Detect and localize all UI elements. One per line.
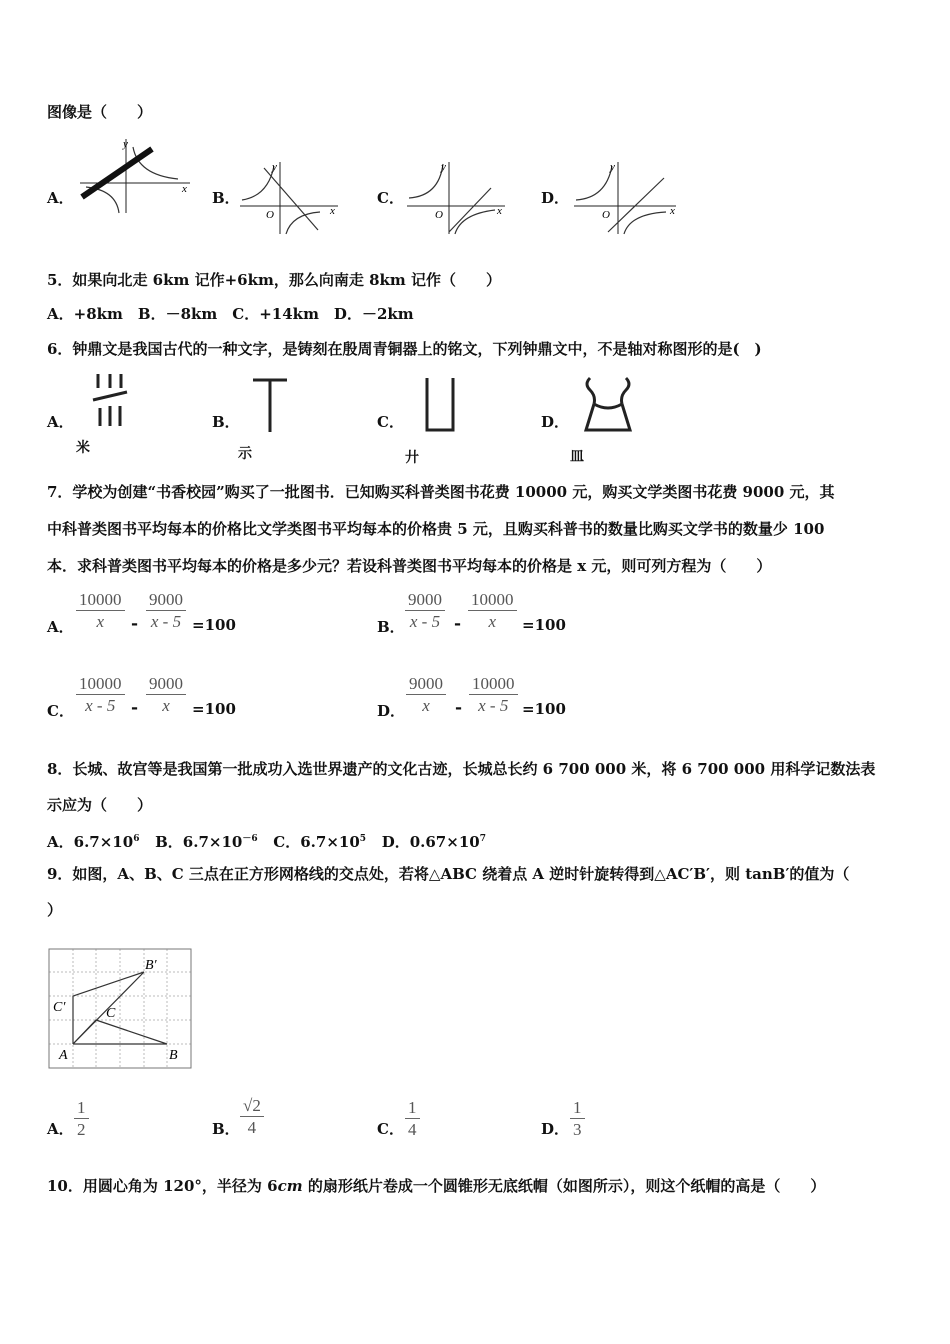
q9-option-d-label[interactable]: D． <box>541 1120 570 1138</box>
q7-option-a-label[interactable]: A． <box>47 618 74 636</box>
q9-grid-figure <box>47 947 193 1071</box>
q7-c-fraction-1: $\frac{10000}{x - 5}$ <box>76 674 125 717</box>
q4-b-axis-x: x <box>330 205 335 217</box>
q7-option-c-label[interactable]: C． <box>47 702 74 720</box>
q7-line-1: 7．学校为创建“书香校园”购买了一批图书．已知购买科普类图书花费 10000 元，购买文学类图书花费 9000 元，其 <box>47 483 835 501</box>
q4-b-origin: O <box>266 209 274 221</box>
q4-graph-b <box>238 158 342 236</box>
q7-a-fraction-1: $\frac{10000}{x}$ <box>76 590 125 633</box>
q8-option-b[interactable]: B．6.7×10 <box>155 833 243 851</box>
q7-a-fraction-2: $\frac{9000}{x - 5}$ <box>146 590 186 633</box>
q9-label-c: C <box>106 1006 116 1021</box>
q8-option-a[interactable]: A．6.7×10 <box>47 833 134 851</box>
q6-caption-a: 米 <box>76 440 90 456</box>
q9-label-b-prime: B′ <box>145 958 157 973</box>
q7-d-fraction-1: $\frac{9000}{x}$ <box>406 674 446 717</box>
q9-option-c-label[interactable]: C． <box>377 1120 404 1138</box>
q9-option-a-label[interactable]: A． <box>47 1120 74 1138</box>
q7-a-minus: - <box>131 614 139 634</box>
q7-c-minus: - <box>131 698 139 718</box>
q4-graph-a <box>78 135 194 215</box>
q5-stem: 5．如果向北走 6km 记作+6km，那么向南走 8km 记作（ ） <box>47 271 502 289</box>
q9-label-c-prime: C′ <box>53 1000 66 1015</box>
q8-line-1: 8．长城、故宫等是我国第一批成功入选世界遗产的文化古迹，长城总长约 6 700 000 米，将 6 700 000 用科学记数法表 <box>47 760 876 778</box>
q9-option-b-label[interactable]: B． <box>212 1120 240 1138</box>
q8-exp-c: 5 <box>359 834 367 844</box>
q7-d-minus: - <box>455 698 463 718</box>
q10-stem: 10．用圆心角为 120°，半径为 6cm 的扇形纸片卷成一个圆锥形无底纸帽（如图所示），则这个纸帽的高是（ ） <box>47 1177 826 1195</box>
q4-b-axis-y: y <box>272 161 277 173</box>
q9-line-1: 9．如图，A、B、C 三点在正方形网格线的交点处，若将△ABC 绕着点 A 逆时针旋转得到△AC′B′，则 tanB′的值为（ <box>47 865 850 883</box>
q7-line-3: 本．求科普类图书平均每本的价格是多少元？若设科普类图书平均每本的价格是 x 元，则可列方程为（ ） <box>47 557 772 575</box>
q4-option-b-label[interactable]: B． <box>212 189 240 207</box>
q6-stem: 6．钟鼎文是我国古代的一种文字，是铸刻在殷周青铜器上的铭文，下列钟鼎文中，不是轴对称图形的是( ) <box>47 340 762 358</box>
q7-b-rhs: =100 <box>522 616 566 634</box>
q8-line-2: 示应为（ ） <box>47 796 153 814</box>
q7-b-fraction-1: $\frac{9000}{x - 5}$ <box>405 590 445 633</box>
q9-b-fraction: $\frac{√2}{4}$ <box>240 1096 264 1139</box>
q8-exp-b: －6 <box>242 834 258 844</box>
q6-glyph-d <box>580 374 636 434</box>
q4-a-axis-y: y <box>123 138 128 150</box>
q6-glyph-a <box>90 372 130 434</box>
q6-option-a-label[interactable]: A． <box>47 413 74 431</box>
q7-b-minus: - <box>454 614 462 634</box>
q7-c-fraction-2: $\frac{9000}{x}$ <box>146 674 186 717</box>
q7-a-rhs: =100 <box>192 616 236 634</box>
q6-caption-d: 皿 <box>570 449 584 465</box>
q7-b-fraction-2: $\frac{10000}{x}$ <box>468 590 517 633</box>
q8-exp-a: 6 <box>133 834 140 844</box>
q9-label-a: A <box>59 1048 68 1063</box>
q7-c-rhs: =100 <box>192 700 236 718</box>
q6-option-b-label[interactable]: B． <box>212 413 240 431</box>
q5-options[interactable]: A．+8km B．－8km C．+14km D．－2km <box>47 305 414 323</box>
q9-d-fraction: $\frac{1}{3}$ <box>570 1098 585 1141</box>
q4-graph-c <box>405 158 509 236</box>
q4-d-axis-x: x <box>670 205 675 217</box>
q4-graph-d <box>572 158 684 236</box>
q6-option-c-label[interactable]: C． <box>377 413 404 431</box>
q4-a-axis-x: x <box>182 183 187 195</box>
q4-option-c-label[interactable]: C． <box>377 189 404 207</box>
q4-d-axis-y: y <box>610 161 615 173</box>
q6-glyph-c <box>418 374 462 436</box>
q8-exp-d: 7 <box>479 834 486 844</box>
q9-label-b: B <box>169 1048 178 1063</box>
q6-caption-c: 廾 <box>405 450 419 466</box>
q7-d-rhs: =100 <box>522 700 566 718</box>
q4-c-axis-x: x <box>497 205 502 217</box>
q9-c-fraction: $\frac{1}{4}$ <box>405 1098 420 1141</box>
q4-stem-tail: 图像是（ ） <box>47 103 153 121</box>
q4-option-a-label[interactable]: A． <box>47 189 74 207</box>
q4-c-origin: O <box>435 209 443 221</box>
q6-caption-b: 示 <box>238 446 252 462</box>
q4-option-d-label[interactable]: D． <box>541 189 570 207</box>
q7-d-fraction-2: $\frac{10000}{x - 5}$ <box>469 674 518 717</box>
q8-option-d[interactable]: D．0.67×10 <box>381 833 480 851</box>
q4-c-axis-y: y <box>441 161 446 173</box>
q9-a-fraction: $\frac{1}{2}$ <box>74 1098 89 1141</box>
q8-option-c[interactable]: C．6.7×10 <box>273 833 360 851</box>
q6-glyph-b <box>250 376 290 436</box>
q7-option-b-label[interactable]: B． <box>377 618 405 636</box>
q7-line-2: 中科普类图书平均每本的价格比文学类图书平均每本的价格贵 5 元，且购买科普书的数量比购买文学书的数量少 100 <box>47 520 825 538</box>
q7-option-d-label[interactable]: D． <box>377 702 406 720</box>
q4-d-origin: O <box>602 209 610 221</box>
q9-line-2: ） <box>47 901 63 919</box>
q8-options[interactable] <box>47 830 486 851</box>
q6-option-d-label[interactable]: D． <box>541 413 570 431</box>
